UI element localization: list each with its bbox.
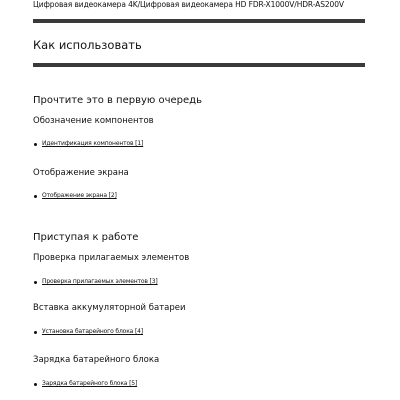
bullet-icon [34, 383, 37, 386]
bullet-icon [34, 331, 37, 334]
page-title: Как использовать [33, 38, 142, 52]
subheading-insert-battery: Вставка аккумуляторной батареи [33, 303, 186, 313]
bullet-icon [34, 281, 37, 284]
section-heading-getting-started: Приступая к работе [33, 232, 139, 243]
list-item [33, 380, 137, 388]
link-parts-identification[interactable]: Идентификация компонентов [1] [42, 140, 144, 147]
list-item [33, 192, 117, 200]
subheading-charge-battery: Зарядка батарейного блока [33, 355, 160, 365]
list-item [33, 328, 143, 336]
section-heading-read-first: Прочтите это в первую очередь [33, 95, 202, 106]
title-divider [33, 63, 365, 67]
subheading-components: Обозначение компонентов [33, 116, 154, 126]
top-divider [33, 19, 365, 23]
subheading-screen-display: Отображение экрана [33, 168, 129, 178]
product-title: Цифровая видеокамера 4K/Цифровая видеокамера HD FDR-X1000V/HDR-AS200V [33, 0, 344, 9]
bullet-icon [34, 195, 37, 198]
list-item [33, 278, 158, 286]
link-charge-battery[interactable]: Зарядка батарейного блока [5] [42, 380, 138, 387]
list-item [33, 140, 143, 148]
link-check-items[interactable]: Проверка прилагаемых элементов [3] [42, 278, 158, 285]
bullet-icon [34, 143, 37, 146]
link-insert-battery[interactable]: Установка батарейного блока [4] [42, 328, 144, 335]
link-screen-display[interactable]: Отображение экрана [2] [42, 192, 117, 199]
subheading-check-items: Проверка прилагаемых элементов [33, 253, 190, 263]
